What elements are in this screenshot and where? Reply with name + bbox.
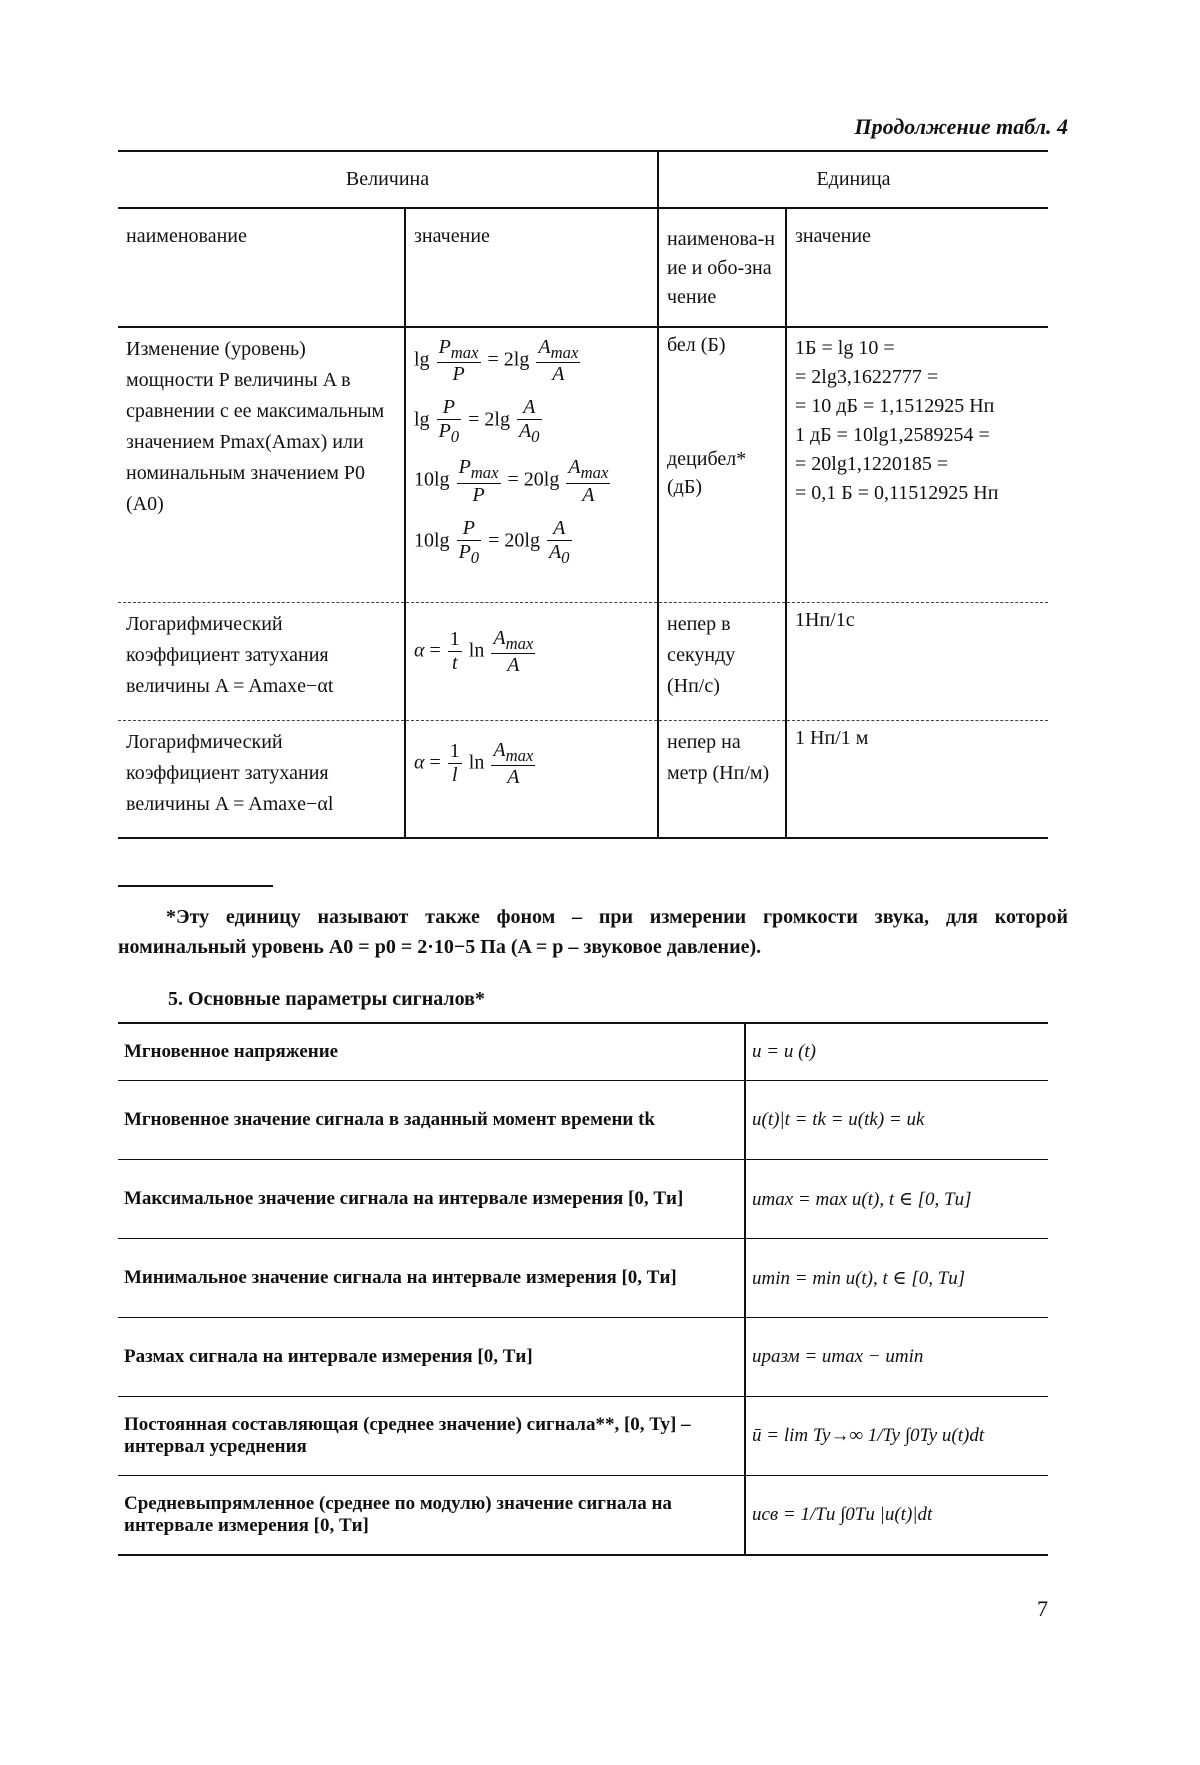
row2-unit-value: 1Нп/1с	[786, 602, 1048, 720]
footnote: *Эту единицу называют также фоном – при измерении громкости звука, для которой номинальный уровень A0 = p0 = 2·10−5 Па (A = p – звуковое давление).	[118, 906, 1068, 958]
row1-unit-bel: бел (Б)	[667, 334, 726, 356]
table-row	[118, 1239, 1048, 1318]
table-row	[118, 327, 1048, 602]
row1-unit-values	[786, 327, 1048, 602]
table-row	[118, 1081, 1048, 1160]
t5-row-formula: uсв = 1/Tи ∫0Tи |u(t)|dt	[745, 1476, 1048, 1556]
row2-unit-name: непер в секунду (Нп/с)	[658, 602, 786, 720]
table-row	[118, 1397, 1048, 1476]
t5-row-label: Мгновенное значение сигнала в заданный момент времени tk	[118, 1081, 745, 1160]
row1-formula-3: 10lg $\frac{P_{max}}{P}$ = 20lg $\frac{A_{max}}{A}$	[414, 456, 609, 506]
row3-name: Логарифмический коэффициент затухания величины A = Amaxe−αl	[118, 720, 405, 838]
row1-unit-value-line: = 2lg3,1622777 =	[795, 366, 939, 388]
row1-unit-value-line: = 20lg1,1220185 =	[795, 453, 949, 475]
t5-row-formula: u = u (t)	[745, 1023, 1048, 1081]
row2-formula	[405, 602, 658, 720]
footnote-divider	[118, 885, 273, 887]
page-number: 7	[1037, 1596, 1048, 1621]
table-row	[118, 602, 1048, 720]
row1-formula-1: lg $\frac{P_{max}}{P}$ = 2lg $\frac{A_{max}}{A}$	[414, 336, 579, 386]
row1-unit-value-line: 1Б = lg 10 =	[795, 337, 895, 359]
table-row	[118, 720, 1048, 838]
subheader-unit-name	[658, 208, 786, 327]
subheader-name: наименование	[126, 225, 247, 247]
t5-row-label: Максимальное значение сигнала на интервале измерения [0, Tи]	[118, 1160, 745, 1239]
row3-unit-value: 1 Нп/1 м	[786, 720, 1048, 838]
row1-formula-4: 10lg $\frac{P}{P_0}$ = 20lg $\frac{A}{A_0}$	[414, 516, 570, 567]
row3-formula-display: α = $\frac{1}{l}$ ln $\frac{A_{max}}{A}$	[414, 738, 534, 788]
t5-row-label: Постоянная составляющая (среднее значение) сигнала**, [0, Ty] – интервал усреднения	[118, 1397, 745, 1476]
t5-row-formula: u(t)|t = tk = u(tk) = uk	[745, 1081, 1048, 1160]
table5-title: 5. Основные параметры сигналов*	[168, 988, 485, 1010]
row3-formula	[405, 720, 658, 838]
row3-unit-name: непер на метр (Нп/м)	[658, 720, 786, 838]
subheader-unit-name-text: наименова-ние и обо-значение	[667, 228, 775, 308]
header-quantity: Величина	[345, 168, 430, 190]
row1-unit-value-line: = 10 дБ = 1,1512925 Нп	[795, 395, 995, 417]
units-table-4	[118, 150, 1048, 839]
table-row	[118, 1023, 1048, 1081]
row2-formula-display: α = $\frac{1}{t}$ ln $\frac{A_{max}}{A}$	[414, 626, 534, 676]
t5-row-formula: umax = max u(t), t ∈ [0, Tи]	[745, 1160, 1048, 1239]
row1-unit-value-line: = 0,1 Б = 0,11512925 Нп	[795, 482, 999, 504]
table-row	[118, 1318, 1048, 1397]
table-row	[118, 1476, 1048, 1556]
t5-row-label: Мгновенное напряжение	[118, 1023, 745, 1081]
t5-row-formula: uразм = umax − umin	[745, 1318, 1048, 1397]
subheader-unit-value: значение	[786, 208, 1048, 327]
table-row	[118, 1160, 1048, 1239]
row1-formulas	[405, 327, 658, 602]
t5-row-label: Размах сигнала на интервале измерения [0, Tи]	[118, 1318, 745, 1397]
row1-unit-name	[658, 327, 786, 602]
row2-name: Логарифмический коэффициент затухания величины A = Amaxe−αt	[118, 602, 405, 720]
t5-row-formula: ū = lim Ty→∞ 1/Ty ∫0Ty u(t)dt	[745, 1397, 1048, 1476]
t5-row-label: Средневыпрямленное (среднее по модулю) значение сигнала на интервале измерения [0, Tи]	[118, 1476, 745, 1556]
row1-unit-value-line: 1 дБ = 10lg1,2589254 =	[795, 424, 990, 446]
header-unit: Единица	[658, 151, 1048, 208]
t5-row-formula: umin = min u(t), t ∈ [0, Tи]	[745, 1239, 1048, 1318]
row1-unit-decibel: децибел* (дБ)	[667, 448, 747, 498]
signal-parameters-table-5	[118, 1022, 1048, 1556]
t5-row-label: Минимальное значение сигнала на интервале измерения [0, Tи]	[118, 1239, 745, 1318]
row1-name: Изменение (уровень) мощности P величины A в сравнении с ее максимальным значением Pmax(Amax) или номинальным значением P0 (A0)	[126, 338, 385, 515]
subheader-value: значение	[405, 208, 658, 327]
table-continuation-label: Продолжение табл. 4	[854, 114, 1068, 139]
row1-formula-2: lg $\frac{P}{P_0}$ = 2lg $\frac{A}{A_0}$	[414, 396, 540, 447]
